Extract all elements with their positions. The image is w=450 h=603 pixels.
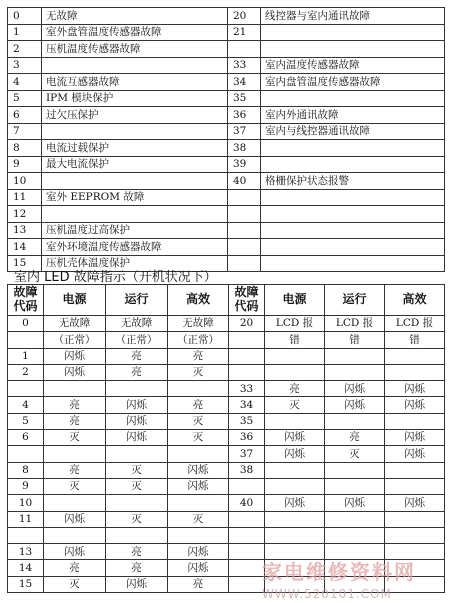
led-state-cell: 闪烁 [106,413,168,429]
fault-code-table [7,7,445,272]
fault-description-cell: 压机壳体温度保护 [42,255,228,272]
column-header: 故障代码 [229,285,265,316]
table-row [8,332,445,348]
column-header: 故障代码 [8,285,44,316]
led-state-cell: 闪烁 [325,495,385,511]
led-state-cell: 亮 [168,397,229,413]
led-state-cell: （正常） [106,332,168,348]
led-state-cell: 闪烁 [44,348,106,364]
table-row [8,381,445,397]
fault-code-cell: 37 [229,446,265,462]
fault-code-cell: 39 [228,156,261,173]
led-state-cell: 错 [385,332,445,348]
led-state-cell [265,478,325,494]
led-state-cell: 闪烁 [385,446,445,462]
led-state-cell [325,511,385,527]
fault-code-cell [229,511,265,527]
fault-code-cell: 14 [8,560,44,576]
fault-code-cell [228,222,261,239]
fault-description-cell: 室外盘管温度传感器故障 [42,24,228,41]
table-row [8,189,445,206]
column-header: 高效 [168,285,229,316]
fault-code-cell [229,348,265,364]
led-state-cell [265,413,325,429]
fault-code-cell: 37 [228,123,261,140]
fault-code-cell [228,206,261,223]
fault-code-cell: 15 [8,576,44,592]
led-state-cell [44,495,106,511]
fault-code-cell [228,255,261,272]
fault-code-cell: 33 [228,57,261,74]
watermark-url: WWW.520101.COM [262,587,392,601]
led-state-cell: 闪烁 [385,381,445,397]
led-state-cell: 亮 [106,364,168,380]
fault-code-cell: 1 [8,24,42,41]
fault-code-cell: 34 [228,74,261,91]
fault-code-cell: 12 [8,206,42,223]
fault-description-cell: 无故障 [42,8,228,25]
fault-code-cell: 10 [8,495,44,511]
fault-code-cell [8,381,44,397]
fault-code-cell: 40 [228,173,261,190]
led-state-cell: 闪烁 [265,446,325,462]
table-row [8,140,445,157]
fault-description-cell: 电流过载保护 [42,140,228,157]
led-state-cell: 闪烁 [44,364,106,380]
led-state-cell: 灭 [106,478,168,494]
fault-code-cell: 13 [8,222,42,239]
led-state-cell: LCD 报 [265,316,325,332]
fault-description-cell [261,239,445,256]
led-state-cell: 灭 [265,397,325,413]
fault-description-cell: 压机温度传感器故障 [42,41,228,58]
led-state-cell: 闪烁 [325,381,385,397]
led-state-cell [168,446,229,462]
led-state-cell: 灭 [44,478,106,494]
led-state-cell: 闪烁 [325,397,385,413]
led-state-cell [385,462,445,478]
table-header-row [8,285,445,316]
table-row [8,222,445,239]
led-state-cell [168,381,229,397]
table-row [8,364,445,380]
fault-code-cell: 21 [228,24,261,41]
led-state-cell: 亮 [168,348,229,364]
led-state-cell: 灭 [168,364,229,380]
led-state-cell: 闪烁 [385,430,445,446]
fault-code-cell: 35 [228,90,261,107]
fault-description-cell [261,140,445,157]
table-row [8,41,445,58]
led-state-cell: 亮 [44,413,106,429]
led-fault-table [7,284,445,593]
led-state-cell: 无故障 [168,316,229,332]
led-state-cell: 错 [325,332,385,348]
table-row [8,413,445,429]
fault-code-cell: 36 [228,107,261,124]
fault-description-cell: 室内盘管温度传感器故障 [261,74,445,91]
fault-code-cell: 11 [8,189,42,206]
led-state-cell: 亮 [106,348,168,364]
fault-code-cell: 33 [229,381,265,397]
led-state-cell [106,381,168,397]
fault-code-cell: 5 [8,413,44,429]
led-state-cell: LCD 报 [385,316,445,332]
fault-code-cell: 11 [8,511,44,527]
table-row [8,527,445,543]
led-state-cell [106,495,168,511]
led-state-cell [325,364,385,380]
fault-code-cell [8,527,44,543]
fault-description-cell: 电流互感器故障 [42,74,228,91]
led-state-cell [385,511,445,527]
fault-code-cell: 36 [229,430,265,446]
fault-code-cell [229,576,265,592]
fault-code-cell: 34 [229,397,265,413]
led-state-cell: 闪烁 [106,397,168,413]
table-row [8,57,445,74]
fault-description-cell: 最大电流保护 [42,156,228,173]
led-state-cell [265,462,325,478]
led-state-cell: 亮 [44,397,106,413]
led-state-cell: 闪烁 [44,511,106,527]
fault-code-cell: 8 [8,462,44,478]
fault-code-cell [8,332,44,348]
table-row [8,173,445,190]
led-state-cell: 闪烁 [385,495,445,511]
table-row [8,430,445,446]
column-header: 高效 [385,285,445,316]
led-state-cell: 闪烁 [44,544,106,560]
table-row [8,239,445,256]
led-state-cell [265,527,325,543]
table-row [8,24,445,41]
fault-description-cell: 室外环境温度传感器故障 [42,239,228,256]
led-state-cell: 闪烁 [265,430,325,446]
fault-code-cell [229,527,265,543]
fault-code-cell [228,41,261,58]
led-state-cell: 错 [265,332,325,348]
fault-code-cell [229,560,265,576]
table-row [8,107,445,124]
watermark-text: 家电维修资料网 [262,560,416,584]
fault-description-cell [42,173,228,190]
led-state-cell: 灭 [44,430,106,446]
fault-description-cell: 室内与线控器通讯故障 [261,123,445,140]
fault-code-cell: 4 [8,74,42,91]
led-state-cell [325,413,385,429]
led-state-cell [385,348,445,364]
led-state-cell: 闪烁 [106,576,168,592]
fault-code-cell: 2 [8,41,42,58]
fault-code-cell: 0 [8,316,44,332]
fault-description-cell [42,123,228,140]
led-section-title: 室内 LED 故障指示（开机状况下） [14,270,217,285]
fault-code-cell: 40 [229,495,265,511]
led-state-cell [325,348,385,364]
fault-code-cell: 35 [229,413,265,429]
led-state-cell: 灭 [106,511,168,527]
column-header: 运行 [106,285,168,316]
led-state-cell: 无故障 [44,316,106,332]
led-state-cell: 闪烁 [106,430,168,446]
fault-code-cell: 1 [8,348,44,364]
fault-code-cell: 0 [8,8,42,25]
fault-code-cell [8,446,44,462]
fault-code-cell [228,189,261,206]
fault-code-cell: 38 [229,462,265,478]
led-state-cell [265,364,325,380]
fault-description-cell [261,41,445,58]
column-header: 运行 [325,285,385,316]
led-state-cell: 闪烁 [168,560,229,576]
watermark [262,556,450,601]
fault-description-cell [261,255,445,272]
fault-description-cell: 格栅保护状态报警 [261,173,445,190]
led-state-cell: 亮 [106,560,168,576]
table-row [8,123,445,140]
fault-code-cell: 38 [228,140,261,157]
led-state-cell [265,511,325,527]
led-state-cell [44,527,106,543]
fault-code-cell: 20 [229,316,265,332]
column-header: 电源 [265,285,325,316]
table-row [8,206,445,223]
fault-code-cell [229,364,265,380]
fault-code-cell: 10 [8,173,42,190]
led-state-cell: 灭 [168,413,229,429]
fault-code-cell: 8 [8,140,42,157]
fault-description-cell: 压机温度过高保护 [42,222,228,239]
fault-code-cell: 9 [8,478,44,494]
table-row [8,90,445,107]
table-row [8,478,445,494]
fault-code-cell: 2 [8,364,44,380]
led-state-cell: 无故障 [106,316,168,332]
led-state-cell: 亮 [44,462,106,478]
fault-code-cell: 14 [8,239,42,256]
led-state-cell: （正常） [168,332,229,348]
led-state-cell: 亮 [265,381,325,397]
fault-description-cell [261,24,445,41]
led-state-cell: 闪烁 [168,462,229,478]
fault-description-cell: 室内温度传感器故障 [261,57,445,74]
fault-description-cell: 室外 EEPROM 故障 [42,189,228,206]
fault-description-cell: 过欠压保护 [42,107,228,124]
table-row [8,397,445,413]
led-state-cell [168,495,229,511]
fault-code-cell: 3 [8,57,42,74]
led-state-cell: 灭 [44,576,106,592]
led-state-cell: 灭 [325,446,385,462]
fault-description-cell [261,206,445,223]
led-state-cell [385,527,445,543]
fault-description-cell [42,206,228,223]
led-state-cell: LCD 报 [325,316,385,332]
led-state-cell [44,446,106,462]
fault-description-cell [261,90,445,107]
table-row [8,348,445,364]
fault-code-cell: 6 [8,430,44,446]
led-state-cell [385,364,445,380]
led-state-cell: 闪烁 [168,544,229,560]
led-state-cell: 亮 [106,544,168,560]
fault-description-cell [261,189,445,206]
fault-code-cell: 15 [8,255,42,272]
fault-code-cell: 9 [8,156,42,173]
table-row [8,8,445,25]
led-state-cell: 亮 [325,430,385,446]
table-row [8,316,445,332]
led-state-cell [325,527,385,543]
led-state-cell: （正常） [44,332,106,348]
fault-code-cell: 13 [8,544,44,560]
led-state-cell [385,413,445,429]
led-state-cell [265,348,325,364]
led-state-cell [106,527,168,543]
led-state-cell [106,446,168,462]
fault-code-cell [229,478,265,494]
led-state-cell [168,527,229,543]
led-state-cell [385,478,445,494]
led-state-cell [44,381,106,397]
table-row [8,446,445,462]
led-state-cell [325,478,385,494]
fault-code-cell: 5 [8,90,42,107]
fault-code-cell: 4 [8,397,44,413]
fault-code-cell: 7 [8,123,42,140]
led-state-cell [325,462,385,478]
led-state-cell: 闪烁 [385,397,445,413]
fault-code-cell [229,332,265,348]
led-state-cell: 闪烁 [168,478,229,494]
led-state-cell: 灭 [168,511,229,527]
led-state-cell: 亮 [44,560,106,576]
led-state-cell: 闪烁 [265,495,325,511]
fault-code-cell [229,544,265,560]
column-header: 电源 [44,285,106,316]
led-state-cell: 灭 [168,430,229,446]
table-row [8,74,445,91]
fault-description-cell: 室内外通讯故障 [261,107,445,124]
led-state-cell: 灭 [106,462,168,478]
table-row [8,511,445,527]
fault-description-cell: IPM 模块保护 [42,90,228,107]
led-state-cell: 亮 [168,576,229,592]
fault-code-cell [228,239,261,256]
fault-description-cell [42,57,228,74]
fault-description-cell [261,156,445,173]
fault-description-cell: 线控器与室内通讯故障 [261,8,445,25]
fault-description-cell [261,222,445,239]
table-row [8,156,445,173]
fault-code-cell: 6 [8,107,42,124]
table-row [8,462,445,478]
fault-code-cell: 20 [228,8,261,25]
table-row [8,495,445,511]
